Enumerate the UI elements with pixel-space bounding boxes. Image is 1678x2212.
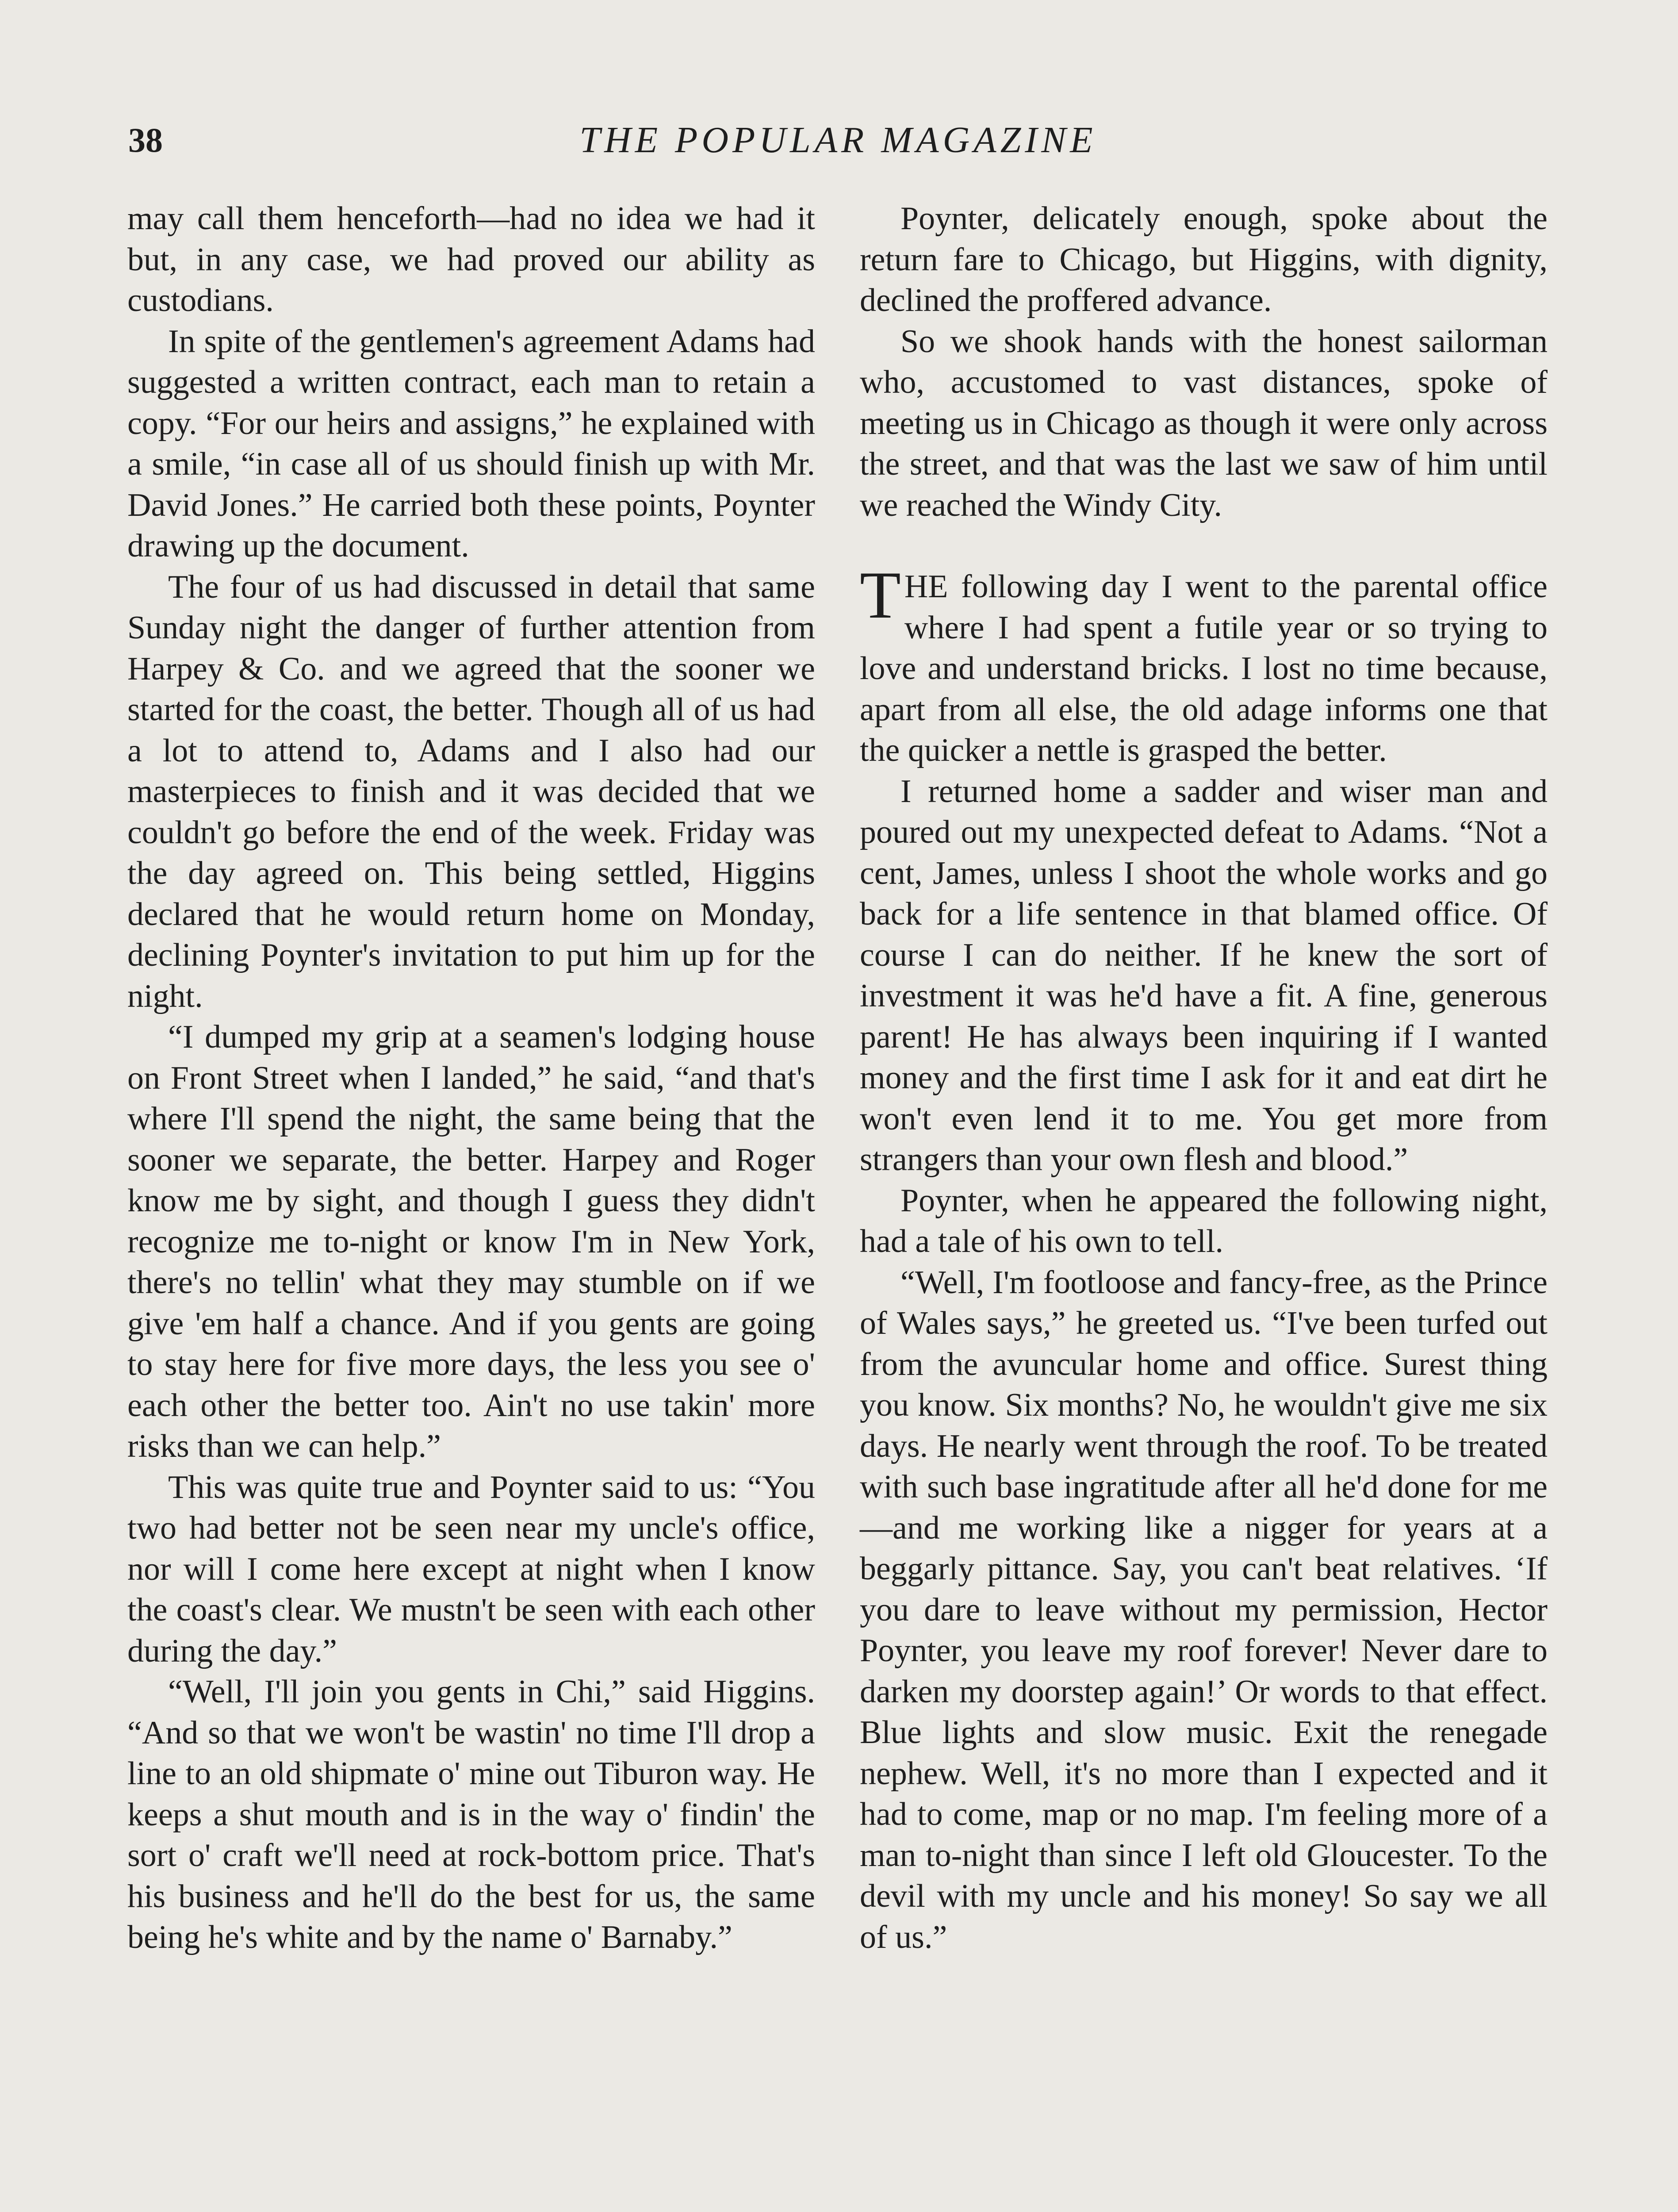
paragraph: The four of us had discussed in detail that same Sunday night the danger of further attention from Harpey & Co. and we agreed that the sooner we started for the coast, the better. Though all of us had a lot to attend to, Adams and I also had our masterpieces to finish and it was decided that we couldn't go before the end of the week. Friday was the day agreed on. This being settled, Higgins declared that he would return home on Monday, declining Poynter's invitation to put him up for the night.	[127, 568, 815, 1014]
running-head: THE POPULAR MAGAZINE	[579, 119, 1097, 161]
paragraph: “I dumped my grip at a seamen's lodging house on Front Street when I landed,” he said, “and that's where I'll spend the night, the same being that the sooner we separate, the better. Harpey and Roger know me by sight, and though I guess they didn't recognize me to-night or know I'm in New York, there's no tellin' what they may stumble on if we give 'em half a chance. And if you gents are going to stay here for five more days, the less you see o' each other the better too. Ain't no use takin' more risks than we can help.”	[127, 1019, 815, 1464]
paragraph: Poynter, delicately enough, spoke about the return fare to Chicago, but Higgins, with dignity, declined the proffered advance.	[860, 200, 1548, 319]
paragraph: may call them henceforth—had no idea we had it but, in any case, we had proved our ability as custodians.	[127, 200, 815, 319]
paragraph: This was quite true and Poynter said to us: “You two had better not be seen near my uncle's office, nor will I come here except at night when I know the coast's clear. We mustn't be seen with each other during the day.”	[127, 1469, 815, 1669]
page-header	[128, 116, 1548, 165]
paragraph: I returned home a sadder and wiser man and poured out my unexpected defeat to Adams. “Not a cent, James, unless I shoot the whole works and go back for a life sentence in that blamed office. Of course I can do neither. If he knew the sort of investment it was he'd have a fit. A fine, generous parent! He has always been inquiring if I wanted money and the first time I ask for it and eat dirt he won't even lend it to me. You get more from strangers than your own flesh and blood.”	[860, 773, 1548, 1178]
paragraph: So we shook hands with the honest sailorman who, accustomed to vast distances, spoke of meeting us in Chicago as though it were only across the street, and that was the last we saw of him until we reached the Windy City.	[860, 323, 1548, 523]
drop-cap: T	[860, 558, 901, 632]
paragraph: In spite of the gentlemen's agreement Adams had suggested a written contract, each man to retain a copy. “For our heirs and assigns,” he explained with a smile, “in case all of us should finish up with Mr. David Jones.” He carried both these points, Poynter drawing up the document.	[127, 323, 815, 564]
paragraph: “Well, I'll join you gents in Chi,” said Higgins. “And so that we won't be wastin' no time I'll drop a line to an old shipmate o' mine out Tiburon way. He keeps a shut mouth and is in the way o' findin' the sort o' craft we'll need at rock-bottom price. That's his business and he'll do the best for us, the same being he's white and by the name o' Barnaby.”	[127, 1674, 815, 1955]
left-column	[127, 198, 815, 1958]
section-break	[860, 526, 1548, 566]
paragraph: “Well, I'm footloose and fancy-free, as the Prince of Wales says,” he greeted us. “I've been turfed out from the avuncular home and office. Surest thing you know. Six months? No, he wouldn't give me six days. He nearly went through the roof. To be treated with such base ingratitude after all he'd done for me—and me working like a nigger for years at a beggarly pittance. Say, you can't beat relatives. ‘If you dare to leave without my permission, Hector Poynter, you leave my roof forever! Never dare to darken my doorstep again!’ Or words to that effect. Blue lights and slow music. Exit the renegade nephew. Well, it's no more than I expected and it had to come, map or no map. I'm feeling more of a man to-night than since I left old Gloucester. To the devil with my uncle and his money! So say we all of us.”	[860, 1264, 1548, 1955]
page-number: 38	[128, 121, 163, 159]
right-column	[860, 198, 1548, 1958]
paragraph: Poynter, when he appeared the following night, had a tale of his own to tell.	[860, 1182, 1548, 1260]
drop-cap-paragraph-text: HE following day I went to the parental office where I had spent a futile year or so trying to love and understand bricks. I lost no time because, apart from all else, the old adage informs one that the quicker a nettle is grasped the better.	[860, 568, 1548, 768]
drop-cap-paragraph	[860, 558, 1548, 771]
